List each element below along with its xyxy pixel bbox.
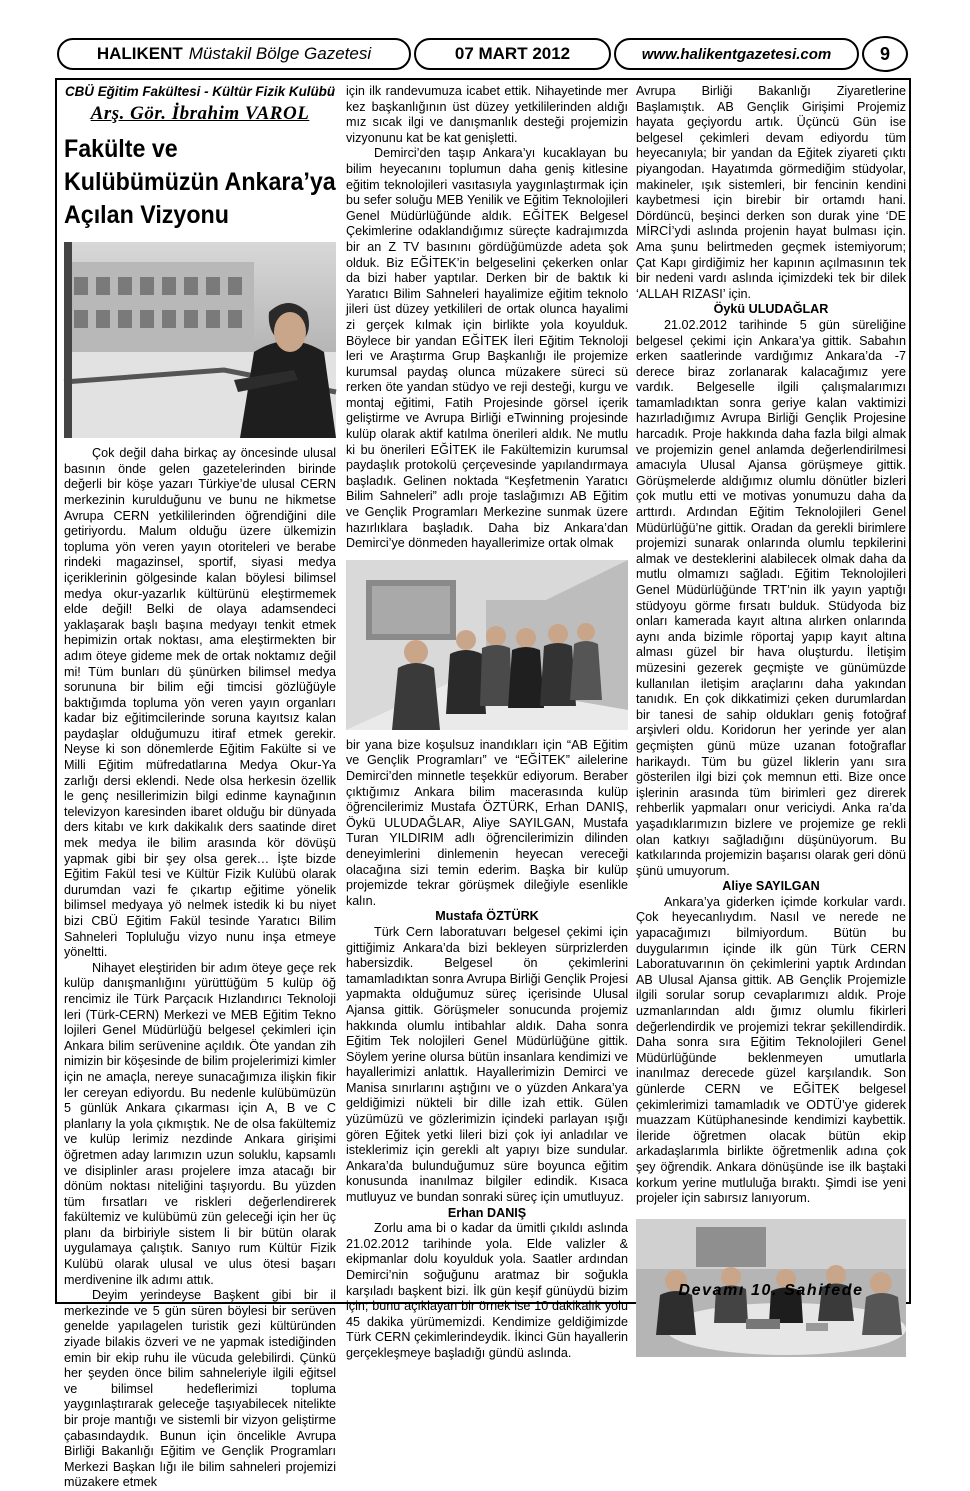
body-paragraph: Deyim yerindeyse Başkent gibi bir il merkezinde ve 5 gün süren böylesi bir serüven genelde yapılagelen turistik gezi kültüründen ziyade bilakis özveri ve ne yapmak istediğinden emin bir ekip ruhu ile vücuda gelebilirdi. Çünkü her şeyden önce bilim sahneleriyle ilgili eğitsel ve bilimsel hedeflerimizi topluma yaygınlaştırarak geleceğe taşıyabilecek nitelikte bir proje mantığı ve sistemli bir vizyon geliştirme çabasındaydık. Bunun için öncelikle Avrupa Birliği Bakanlığı Eğitim ve Gençlik Programları Merkezi Başkan lığı ile bilim sahneleri projemizi müzakere etmek xyxy=(64,1288,336,1490)
student-name: Öykü ULUDAĞLAR xyxy=(713,302,829,317)
website-url[interactable]: www.halikentgazetesi.com xyxy=(614,38,859,70)
continued-on-page-10: Devamı 10. Sahifede xyxy=(678,1282,864,1299)
group-walking-in-corridor-photo xyxy=(346,560,628,730)
body-paragraph: Nihayet eleştiriden bir adım öteye geçe rek kulüp danışmanlığını yürüttüğüm 5 kulüp öğ rencimiz ile Türk Parçacık Hızlandırıcı Teknoloji leri (Türk-CERN) Merkezi ve MEB Eğitim Tekno lojileri Genel Müdürlüğü belgesel çekimleri için Ankara bilim serüvenine açıldık. Öte yandan zih nimizin bir köşesinde de bilim projelerimizi kimler için ne amaçla, nereye sunacağımıza ilişkin fikir ler cereyan ediyordu. Bu nedenle kulübümüzün 5 günlük Ankara çıkarması için A, B ve C planlarıy la yola çıkmıştık. Ne de olsa fakültemiz ve kulüp lerimiz nezdinde Ankara girişimi öğretmen aday larımızın uzun soluklu, kapsamlı ve disiplinler arası projelere imza atacağı bir dönüm noktası niteliğini taşıyordu. Bu yüzden tüm fırsatları ve riskleri değerlendirerek fakültemiz ve kulübümü zün geleceği için her üç planı da birbiriyle sistem li bir bütün olarak uygulamaya çalıştık. Sanıyo rum Kültür Fizik Kulübü olarak ulusal ve ulus ötesi başarı merdivenine ilk adımı attık. xyxy=(64,960,336,1287)
body-paragraph: için ilk randevumuza icabet ettik. Nihayetinde mer kez başkanlığının üst düzey yetkililerinden aldığı mız sıcak ilgi ve danışmanlık desteği projemizin vizyonunu kat be kat genişletti. xyxy=(346,84,628,145)
student-name: Aliye SAYILGAN xyxy=(722,879,820,894)
col1-paragraphs xyxy=(64,446,336,1491)
column-2 xyxy=(346,84,628,1360)
body-paragraph: Avrupa Birliği Bakanlığı Ziyaretlerine Başlamıştık. AB Gençlik Girişimi Projemiz hayata geçiyordu artık. Üçüncü Gün ise belgesel çekimleri devam ediyordu tüm heyecanıyla; bir yandan da Eğitek ziyareti çıktı piyangodan. Hayatımda görmediğim stüdyolar, makineler, ışık sistemleri, bir fencinin kendini kaybetmesi için birebir bir ortamdı hani. Dördüncü, beşinci derken son durak yine ‘DE MİRCİ’ydi aslında projenin hayat bulması için. Ama şunu belirtmeden geçmek istemiyorum; Çat Kapı girdiğimiz her kapının açılmasının tek bir nedeni vardı aslında içimizdeki tek bir dilek ‘ALLAH RIZASI’ için. xyxy=(636,84,906,301)
body-paragraph: bir yana bize koşulsuz inandıkları için “AB Eğitim ve Gençlik Programları” ve “EĞİTEK” ailelerine Demirci’den minnetle teşekkür ediyorum. Beraber çıktığımız Ankara bilim macerasında kulüp öğrencilerimiz Mustafa ÖZTÜRK, Erhan DANIŞ, Öykü ULUDAĞLAR, Aliye SAYILGAN, Mustafa Turan YILDIRIM adlı öğrencilerimizin dilinden deneyimlerini dinlemenin heyecan vereceği olacağına sizi temin ederim. Başka bir kulüp projemizde tekrar görüşmek dileğiyle esenlikle kalın. xyxy=(346,737,628,908)
page-number: 9 xyxy=(862,36,908,72)
article-kicker: CBÜ Eğitim Fakültesi - Kültür Fizik Kulübü xyxy=(64,84,336,99)
student-name: Erhan DANIŞ xyxy=(447,1205,527,1220)
body-paragraph: Türk Cern laboratuvarı belgesel çekimi için gittiğimiz Ankara’da bizi bekleyen sürprizlerden habersizdik. Belgesel ön çekimlerini tamamladıktan sonra Avrupa Birliği Gençlik Projesi yapmakta olduğumuz süreç içerisinde Ulusal Ajansa gittik. Görüşmeler sonucunda projemiz hakkında olumlu intibahlar aldık. Daha sonra Eğitim Tek nolojileri Genel Müdürlüğüne gittik. Söylem yerine olursa bütün insanlara kendimizi ve hayallerimizi anlattık. Hayallerimizin Demirci ve Manisa sınırlarını aştığını ve o yüzden Ankara’ya geldiğimizi nükteli bir dille izah ettik. Gülen yüzümüzü ve gözlerimizin içindeki parlayan ışığı gören Eğitek yetki lileri bizi çok iyi anladılar ve isteklerimiz için gerekli alt yapıyı bize sundular. Ankara’da bulunduğumuz süre boyunca eğitim konusunda inanılmaz bilgiler edindik. Kısaca mutluyuz ve bundan sonraki süreç için umutluyuz. xyxy=(346,924,628,1205)
young-man-at-window-photo xyxy=(64,242,336,438)
body-paragraph: Zorlu ama bi o kadar da ümitli çıkıldı aslında 21.02.2012 tarihinde yola. Elde valizler & ekipmanlar dolu koyulduk yola. Saatler ardından Demirci’nin soğuğunu aratmaz bir soğukla karşıladı başkent bizi. İlk gün keşif günüydü bizim için; bunu açıklayan bir örnek ise 10 dakikalık yolu 45 dakika yürümemizdi. Kendimize geldiğimizde Türk CERN çekimlerindeydik. İkinci Gün hayallerin gerçekleşmeye başladığı gündü aslında. xyxy=(346,1221,628,1360)
body-paragraph: 21.02.2012 tarihinde 5 gün süreliğine belgesel çekimi için Ankara’ya gittik. Sabahın erken saatlerinde vardığımız Ankara’da -7 derece biraz zorlanarak kalacağımız yere vardık. Belgeselle ilgili çalışmalarımızı tamamladıktan sonra geriye kalan vaktimizi hazırladığımız Avrupa Birliği Gençlik Projesine harcadık. Proje hakkında daha fazla bilgi almak ve projemizin genel anlamda değerlendirilmesi amacıyla Ulusal Ajansa görüşmeye gittik. Görüşmelerde aldığımız olumlu dönütler bizleri çok mutlu etti ve motivas yonumuzu daha da arttırdı. Ardından Eğitim Teknolojileri Genel Müdürlüğü’ne gittik. Oradan da gerekli birimlere projemizi sunarak onlarında olumlu tepkilerini almak ve desteklerini alabilecek olmak daha da mutlu olmamızı sağladı. Eğitim Teknolojileri Genel Müdürlüğünde TRT’nin ilk yayın yaptığı stüdyoyu görme fırsatı bulduk. Stüdyoda biz onları kamerada kayıt altına alırken onlarında aynı anda bizimle röportaj yapıp kayıt altına alması güzel bir hava oluşturdu. İletişim müzesini gezerek geçmişte ve günümüzde kullanılan iletişim araçlarını daha yakından tanıdık. En çok dikkatimizi çeken durumlardan bir tanesi de sahip oldukları geniş fotoğraf arşivleri oldu. Koridorun her yerinde yer alan geçmişten günü müze uzanan fotoğraflar harikaydı. Tüm bu güzel liklerin yanı sıra gösterilen ilgi bizi çok memnun etti. Bize once işlerinin arasında tüm birimleri gez direrek rehberlik yapmaları onur vericiydi. Anka ra’da yaşadıklarımızın bizlere ve projemize ge rekli olan katkıyı sağladığını düşünüyorum. Bu katkılarında projemizin başarısı olarak geri dönü şünü umuyorum. xyxy=(636,317,906,878)
article-headline: Fakülte ve Kulübümüzün Ankara’ya Açılan Vizyonu xyxy=(64,135,336,230)
issue-date: 07 MART 2012 xyxy=(414,38,611,70)
article-byline: Arş. Gör. İbrahim VAROL xyxy=(90,102,310,124)
body-paragraph: Demirci’den taşıp Ankara’yı kucaklayan bu bilim heyecanını toplumun daha geniş kitlesine eğitim teknolojileri vasıtasıyla yaygınlaştırmak için bu sefer soluğu MEB Yenilik ve Eğitim Teknolojileri Genel Müdürlüğünde aldık. EĞİTEK Belgesel Çekimlerine odaklandığımız süreçte kadrajımızda bir an Z TV basınını gördüğümüzde adeta şok olduk. Biz EĞİTEK’in belgeselini çekerken onlar da bizi haber yaptılar. Derken bir de baktık ki Yaratıcı Bilim Sahneleri hayalimize eğitim teknolo jileri üst düzey yetkilileri de ortak olunca hayalimi zi gerçek kılmak için birlikte yola koyulduk. Böylece bir yandan EĞİTEK İleri Eğitim Teknoloji leri ve Araştırma Grup Başkanlığı ile projemize kurumsal paydaş olunca müzakere süreci sü rerken öte yandan stüdyo ve reji desteği, kurgu ve montaj eğitimi, Fatih Projesinde görsel içerik geliştirme ve Avrupa Birliği eTwinning projesinde kulüp olarak aktif katılma önerileri aldık. Ne mutlu ki bu önerileri EĞİTEK ile Fakültemizin kurumsal paydaşlık protokolü çerçevesinde yapılandırmaya başladık. Gelinen noktada “Keşfetmenin Yaratıcı Bilim Sahneleri” adlı proje taslağımızı AB Eğitim ve Gençlik Programları Merkezine sunmak üzere hazırlıklara başladık. Daha biz Ankara’dan Demirci’ye dönmeden hayallerimize ortak olmak xyxy=(346,146,628,551)
column-1 xyxy=(64,84,336,1490)
column-3 xyxy=(636,84,906,1246)
newspaper-masthead xyxy=(57,38,411,70)
body-paragraph: Ankara’ya giderken içimde korkular vardı. Çok heyecanlıydım. Nasıl ve nerede ne yapacağımızı bilmiyordum. Bütün bu duygularımın içinde ilk gün Türk CERN Laboratuvarının ön çekimlerini yaptık Ardından AB Ulusal Ajansa gittik. AB Gençlik Projemizle ilgili sorular sorup cevaplarımızı aldık. Proje uzmanlarından aldı ğımız olumlu fikirleri değerlendirdik ve projemizi tekrar şekillendirdik. Daha sonra sıra Eğitim Teknolojileri Genel Müdürlüğünde beklenmeyen umutlarla inanılmaz derecede güzel karşılandık. Son günlerde CERN ve EĞİTEK belgesel çekimlerimizi tamamladık ve ODTÜ’ye giderek muazzam Kütüphanesinde kendimizi kaybettik. İleride öğretmen olacak bütün ekip arkadaşlarımla birlikte öğretmenlik adına çok şey öğrendik. Ankara dönüşünde ise ilk baştaki korkum yerine mutluluğa bıraktı. Şimdi ise yeni projeler için sabırsız lanıyorum. xyxy=(636,894,906,1206)
paper-name: HALIKENT xyxy=(96,44,183,63)
student-name: Mustafa ÖZTÜRK xyxy=(435,909,539,924)
body-paragraph: Çok değil daha birkaç ay öncesinde ulusal basının önde gelen gazetelerinden birinde değerli bir köşe yazarı Türkiye’de ulusal CERN merkezinin kurulduğunu ve bunu ne hikmetse Avrupa CERN yetkililerinden öğrendiğini dile getiriyordu. Malum olduğu üzere ülkemizin topluma yön veren yayın otoriteleri ve berabe rindeki magazinsel, sportif, siyasi medya içeriklerinin gölgesinde kalan böylesi bilimsel medya okur-yazarlık kültürünü eleştirmemek elde değil! Belki de olaya adamsendeci yaklaşarak başlı başına medyayı tenkit etmek hepimizin ortak noktası, ama eleştirmekten bir adım öteye gideme mek de ortak noktamız değil mi! Tüm bunları dü şünürken bilimsel medya sorununa bir bilim eği timcisi gözlüğüyle baktığımda topluma yön veren yayın organları kadar biz eğitimcilerinde soruna kayıtsız kalan paydaşlar olduğumuzu itiraf etmek gerekir. Neyse ki son dönemlerde Eğitim Fakülte si ve Milli Eğitim müfredatlarına Medya Okur-Ya zarlığı dersi eklendi. Nede olsa herkesin özellik le genç nesillerimizin bilgi edinme kaynağının televizyon karesinden ibaret olduğu bir dünyada ders kitabı ve kırk dakikalık ders saatinde diret mek medya ile bilim arasında kör dövüşü yapmak gibi bir şey olsa gerek… İşte bizde Eğitim Fakül tesi ve Kültür Fizik Kulübü olarak durumdan vazi fe çıkartıp eğitime yönelik bilimsel medyaya yö nelmek istedik ki bu niyet bizi CBÜ Eğitim Fakül tesinde Yaratıcı Bilim Sahneleri Topluluğu vizyo nunu inşa etmeye yöneltti. xyxy=(64,446,336,960)
paper-subtitle: Müstakil Bölge Gazetesi xyxy=(188,44,372,63)
